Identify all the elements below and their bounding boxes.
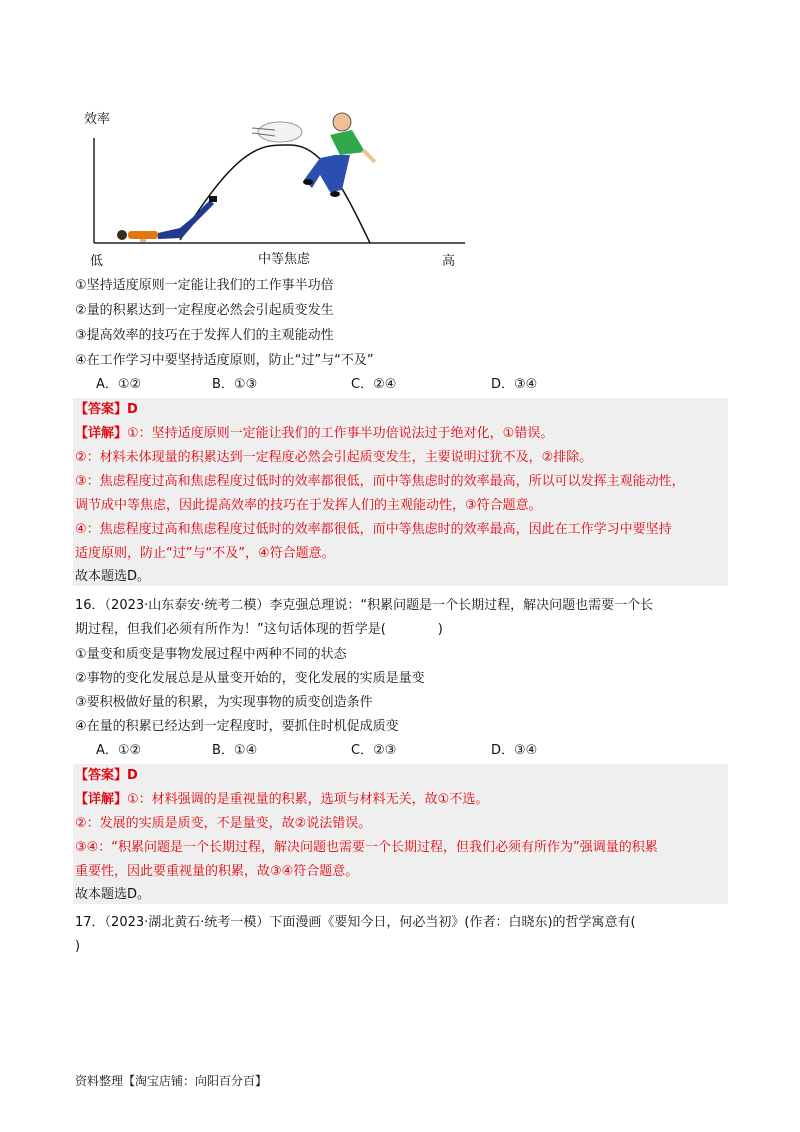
q15-detail-label: 【详解】 (75, 426, 128, 441)
q16-conclusion: 故本题选D。 (75, 887, 151, 902)
q15-conclusion: 故本题选D。 (75, 569, 151, 584)
q16-detail-label: 【详解】 (75, 792, 128, 807)
q16-answer-box (73, 764, 728, 904)
q16-detail-line-4: 重要性，因此要重视量的积累，故③④符合题意。 (75, 864, 359, 879)
lying-person-illustration (117, 196, 217, 242)
q15-statement-4: ④在工作学习中要坚持适度原则，防止“过”与“不及” (75, 353, 374, 368)
q16-option-a: A．①② (96, 743, 142, 758)
y-axis-label: 效率 (84, 112, 111, 127)
q15-detail-line-3: ③：焦虑程度过高和焦虑程度过低时的效率都很低，而中等焦虑时的效率最高，所以可以发挥主观能动性， (75, 474, 685, 489)
q16-detail-line-1: 【详解】①：材料强调的是重视量的积累，选项与材料无关，故①不选。 (75, 792, 489, 807)
q16-statement-2: ②事物的变化发展总是从量变开始的，变化发展的实质是量变 (75, 671, 425, 686)
q15-answer: 【答案】D (75, 402, 138, 417)
q15-option-d: D．③④ (491, 377, 538, 392)
q16-statement-3: ③要积极做好量的积累，为实现事物的质变创造条件 (75, 695, 373, 710)
q15-detail-line-6: 适度原则，防止“过”与“不及”，④符合题意。 (75, 546, 335, 561)
q16-stem-line-2: 期过程，但我们必须有所作为！”这句话体现的哲学是( ) (75, 622, 443, 637)
q15-detail-line-1: 【详解】①：坚持适度原则一定能让我们的工作事半功倍说法过于绝对化，①错误。 (75, 426, 554, 441)
q17-stem-line-2: ) (75, 939, 81, 954)
q16-option-d: D．③④ (491, 743, 538, 758)
q15-detail-line-4: 调节成中等焦虑，因此提高效率的技巧在于发挥人们的主观能动性，③符合题意。 (75, 498, 542, 513)
q17-stem-line-1: 17．（2023·湖北黄石·统考一模）下面漫画《要知今日，何必当初》(作者：白晓东)的哲学寓意有( (75, 915, 636, 930)
q16-detail-line-2: ②：发展的实质是质变，不是量变，故②说法错误。 (75, 816, 372, 831)
q15-detail-line-5: ④：焦虑程度过高和焦虑程度过低时的效率都很低，而中等焦虑时的效率最高，因此在工作学习中要坚持 (75, 522, 672, 537)
q16-statement-4: ④在量的积累已经达到一定程度时，要抓住时机促成质变 (75, 719, 399, 734)
page-footer: 资料整理【淘宝店铺：向阳百分百】 (75, 1074, 268, 1088)
curve-chart (80, 100, 470, 270)
q16-detail-line-3: ③④：“积累问题是一个长期过程，解决问题也需要一个长期过程，但我们必须有所作为”强调量的积累 (75, 840, 658, 855)
q15-statement-3: ③提高效率的技巧在于发挥人们的主观能动性 (75, 328, 334, 343)
x-axis-low-label: 低 (90, 254, 104, 269)
jumping-person-illustration (252, 113, 375, 197)
q15-statement-1: ①坚持适度原则一定能让我们的工作事半功倍 (75, 278, 334, 293)
q16-answer: 【答案】D (75, 768, 138, 783)
x-axis-mid-label: 中等焦虑 (258, 252, 311, 267)
q15-option-b: B．①③ (212, 377, 258, 392)
q16-stem-line-1: 16．（2023·山东泰安·统考二模）李克强总理说：“积累问题是一个长期过程，解决问题也需要一个长 (75, 598, 654, 613)
x-axis-high-label: 高 (442, 254, 456, 269)
q15-option-a: A．①② (96, 377, 142, 392)
q16-statement-1: ①量变和质变是事物发展过程中两种不同的状态 (75, 647, 347, 662)
q15-statement-2: ②量的积累达到一定程度必然会引起质变发生 (75, 303, 334, 318)
q16-option-b: B．①④ (212, 743, 258, 758)
q15-detail-line-2: ②：材料未体现量的积累达到一定程度必然会引起质变发生，主要说明过犹不及，②排除。 (75, 450, 593, 465)
q15-option-c: C．②④ (351, 377, 397, 392)
q16-option-c: C．②③ (351, 743, 397, 758)
efficiency-anxiety-figure (80, 100, 470, 270)
